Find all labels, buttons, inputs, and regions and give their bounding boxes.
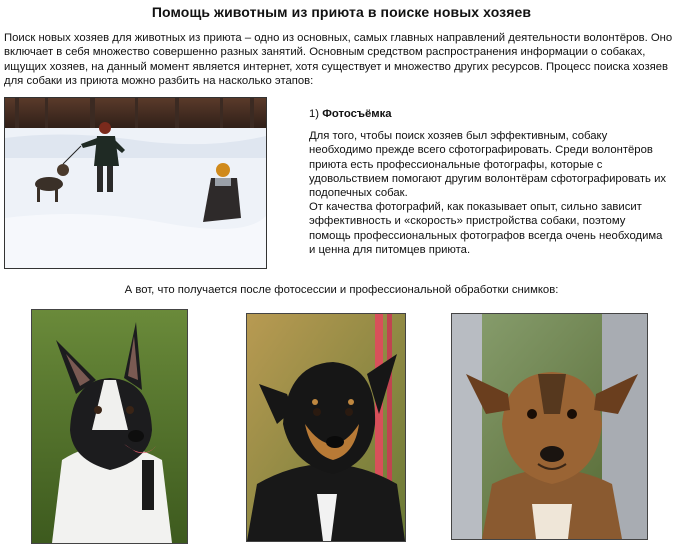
dog-photo-black-white bbox=[31, 309, 188, 544]
section-heading-text: Фотосъёмка bbox=[322, 108, 392, 120]
section-paragraph-1: Для того, чтобы поиск хозяев был эффективным, собаку необходимо прежде всего сфотографировать. Среди волонтёров приюта есть профессиональные фотографы, которые с удовольствием помогают другим волонтёрам сфотографировать их подопечных собак. bbox=[309, 130, 667, 200]
dog-photo-brown bbox=[451, 313, 648, 540]
page-title: Помощь животным из приюта в поиске новых хозяев bbox=[151, 4, 532, 20]
dog-photo-black-tan bbox=[246, 313, 406, 542]
section-number: 1) bbox=[309, 108, 320, 120]
photos-caption: А вот, что получается после фотосессии и профессиональной обработки снимков: bbox=[124, 284, 559, 296]
intro-paragraph: Поиск новых хозяев для животных из приюта – одно из основных, самых главных направлений деятельности волонтёров. Оно включает в себя множество совершенно разных занятий. Основным средством распространения информации о собаках, ищущих хозяев, на данный момент является интернет, хотя существует и множество других ресурсов. Процесс поиска хозяев для собаки из приюта можно разбить на насколько этапов: bbox=[4, 32, 673, 87]
section-paragraph-2: От качества фотографий, как показывает опыт, сильно зависит эффективность и «скорость» пристройства собаки, поэтому помощь профессиональных фотографов всегда очень необходима и ценна для питомцев приюта. bbox=[309, 201, 663, 256]
photoshoot-photo bbox=[4, 97, 267, 269]
section-photoshoot bbox=[309, 107, 669, 257]
section-heading bbox=[309, 107, 669, 121]
